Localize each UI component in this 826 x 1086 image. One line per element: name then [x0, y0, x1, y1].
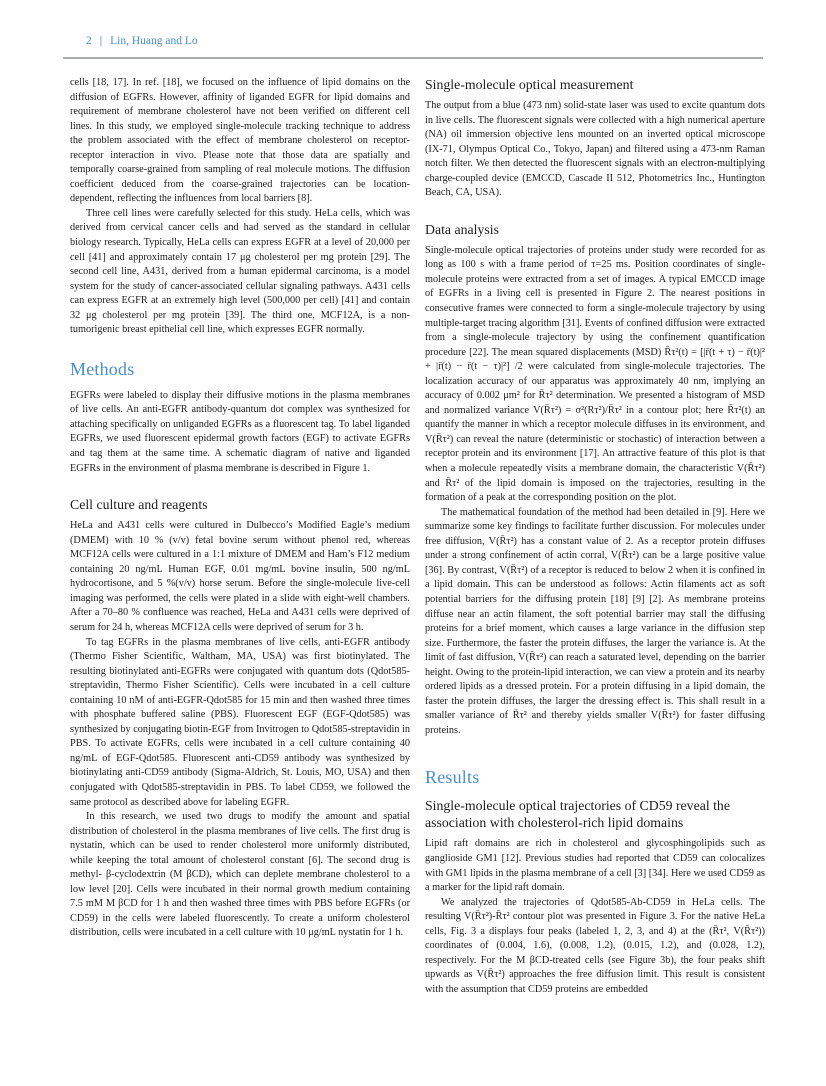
right-column — [425, 76, 765, 997]
header-rule — [63, 57, 763, 59]
paragraph: Single-molecule optical trajectories of proteins under study were recorded for as long as 100 s with a frame period of τ=25 ms. Position coordinates of single-molecule proteins were extracted from a set of images. A typical EMCCD image of EGFRs in a living cell is presented in Figure 2. The nearest positions in consecutive frames were connected to form a single-molecule trajectory by using multiple-target tracing algorithm [31]. Events of confined diffusion were extracted from a single-molecule trajectory by using the confinement quantification procedure [22]. The mean squared displacements (MSD) R̄τ²(t) = [|r̄(t + τ) − r̄(t)|² + |r̄(t) − r̄(t − τ)|²] /2 were calculated from single-molecule trajectories. The localization accuracy of our apparatus was approximately 40 nm, implying an accuracy of 0.002 μm² for R̄τ² determination. We presented a histogram of MSD and normalized variance V(R̄τ²) = σ²(Rτ²)/R̄τ² in a contour plot; here R̄τ²(t) an quantify the manner in which a receptor molecule diffuses in its environment, and V(R̄τ²) can reveal the nature (deterministic or stochastic) of interaction between a receptor protein and its environment [17]. An attractive feature of this plot is that when a molecule repeatedly visits a membrane domain, the characteristic V(R̄τ²) and R̄τ² of the lipid domain is imposed on the trajectories, resulting in the formation of a peak at the corresponding position on the plot. — [425, 244, 765, 504]
running-title: Lin, Huang and Lo — [110, 35, 198, 47]
paragraph: EGFRs were labeled to display their diffusive motions in the plasma membranes of live cells. An anti-EGFR antibody-quantum dot complex was synthesized for attaching specifically on unliganded EGFRs as a fluorescent tag. To label liganded EGFRs, we used fluorescent epidermal growth factors (EGF) to activate EGFRs and tag them at the same time. A schematic diagram of native and liganded EGFRs in the environment of plasma membrane is described in Figure 1. — [70, 389, 410, 474]
paragraph: cells [18, 17]. In ref. [18], we focused on the influence of lipid domains on the diffusion of EGFRs. However, affinity of liganded EGFR for lipid domains and requirement of membrane cholesterol have not been verified on different cell lines. In this study, we employed single-molecule tracking technique to address the problem associated with the effect of membrane cholesterol on receptor-receptor interaction in vivo. Please note that those data are spatially and temporally coarse-grained from sampling of real molecule motions. The diffusion coefficient deduced from the coarse-grained trajectories can be location-dependent, reflecting the influences from local barriers [8]. — [70, 77, 410, 205]
section-heading-results: Results — [425, 767, 480, 788]
left-column — [70, 76, 410, 997]
paragraph: To tag EGFRs in the plasma membranes of live cells, anti-EGFR antibody (Thermo Fisher Scientific, Waltham, MA, USA) was first biotinylated. The resulting biotinylated anti-EGFRs were conjugated with quantum dots (Qdot585-streptavidin, Thermo Fisher Scientific). Cells were incubated in a cell culture containing 10 nM of anti-EGFR-Qdot585 for 15 min and then washed three times with phosphate buffered saline (PBS). Fluorescent EGF (EGF-Qdot585) was synthesized by conjugating biotin-EGF from Invitrogen to Qdot585-streptavidin in PBS. To activate EGFRs, cells were incubated in a cell culture containing 40 ng/mL of EGF-Qdot585. Fluorescent anti-CD59 antibody was synthesized by biotinylating anti-CD59 antibody (Sigma-Aldrich, St. Louis, MO, USA) and then conjugated with Qdot585-streptavidin in PBS. To label CD59, we followed the same protocol as described above for labeling EGFR. — [70, 636, 410, 808]
paragraph: In this research, we used two drugs to modify the amount and spatial distribution of cholesterol in the plasma membranes of live cells. The first drug is nystatin, which can be used to render cholesterol more uniformly distributed, while keeping the total amount of cholesterol constant [6]. The second drug is methyl- β-cyclodextrin (M βCD), which can deplete membrane cholesterol to a low level [20]. Cells were incubated in their normal growth medium containing 7.5 mM M βCD for 1 h and then washed three times with PBS before EGFRs (or CD59) in the cells were labeled fluorescently. To create a uniform cholesterol distribution, cells were incubated in a cell culture with 10 μg/mL nystatin for 1 h. — [70, 811, 410, 939]
page-number: 2 — [86, 35, 92, 47]
page-header — [0, 0, 826, 48]
paragraph: Three cell lines were carefully selected for this study. HeLa cells, which was derived from cervical cancer cells and had served as the standard in cellular biology research. Typically, HeLa cells can express EGFR at a level of 20,000 per cell [41] and approximately contain 17 μg cholesterol per mg protein [29]. The second cell line, A431, derived from a human epidermal carcinoma, is a model system for the study of cancer-associated cellular signaling pathways. A431 cells can express EGFR at an extremely high level (500,000 per cell) [41] and contain 32 μg cholesterol per mg protein [39]. The third one, MCF12A, is a non-tumorigenic breast epithelial cell line, which expresses EGFR normally. — [70, 207, 410, 336]
section-heading-methods: Methods — [70, 358, 135, 379]
subsection-heading-data-analysis: Data analysis — [425, 221, 499, 237]
paragraph: Lipid raft domains are rich in cholesterol and glycosphingolipids such as ganglioside GM1 [12]. Previous studies had reported that CD59 can colocalizes with GM1 lipids in the plasma membrane of a cell [3] [34]. Here we used CD59 as a marker for the lipid raft domain. — [425, 838, 765, 894]
subsection-heading-cd59-trajectories: Single-molecule optical trajectories of CD59 reveal the association with cholesterol-rich lipid domains — [425, 798, 730, 831]
paragraph: We analyzed the trajectories of Qdot585-Ab-CD59 in HeLa cells. The resulting V(R̄τ²)-R̄τ² contour plot was presented in Figure 3. For the native HeLa cells, Fig. 3 a displays four peaks (labeled 1, 2, 3, and 4) at the (R̄τ², V(R̄τ²)) coordinates of (0.004, 1.6), (0.008, 1.2), (0.015, 1.2), and (0.028, 1.2), respectively. For the M βCD-treated cells (see Figure 3b), the four peaks shift upwards as V(R̄τ²) approaches the free diffusion limit. This result is consistent with the assumption that CD59 proteins are embedded — [425, 896, 765, 995]
paragraph: The output from a blue (473 nm) solid-state laser was used to excite quantum dots in live cells. The fluorescent signals were collected with a high numerical aperture (NA) oil immersion objective lens mounted on an inverted optical microscope (IX-71, Olympus Optical Co., Tokyo, Japan) and filtered using a 473-nm Raman notch filter. We then detected the fluorescent signals with an electron-multiplying charge-coupled device (EMCCD, Cascade II 512, Photometrics Inc., Huntington Beach, CA, USA). — [425, 100, 765, 199]
paragraph: The mathematical foundation of the method had been detailed in [9]. Here we summarize some key findings to facilitate further discussion. For molecules under free diffusion, V(R̄τ²) has a constant value of 2. As a receptor protein diffuses under a strong confinement of actin corral, V(R̄τ²) can be a large positive value [36]. By contrast, V(R̄τ²) of a receptor is reduced to below 2 when it is confined in a lipid domain. This can be understood as follows: Actin filaments act as soft potential barriers for the diffusing protein [18] [9] [2]. As membrane proteins diffuse near an actin filament, the soft potential barrier may stall the diffusing proteins for a brief moment, which causes a large variance in the diffusion step size. Furthermore, the faster the protein diffuses, the larger the variance is. At the limit of fast diffusion, V(R̄τ²) can reach a saturated level, depending on the barrier height. Owing to the protein-lipid interaction, we can view a protein and its nearby ordered lipids as a dressed protein. For a protein diffusing in a lipid domain, the faster the protein diffuses, the larger the dressing effect is. This shall result in a smaller variance of R̄τ² and thereby yields smaller V(R̄τ²) for faster diffusing proteins. — [425, 506, 765, 736]
subsection-heading-optical-measurement: Single-molecule optical measurement — [425, 77, 634, 92]
header-divider: | — [99, 33, 103, 47]
subsection-heading-cell-culture: Cell culture and reagents — [70, 497, 208, 513]
two-column-body — [70, 76, 826, 997]
paragraph: HeLa and A431 cells were cultured in Dulbecco’s Modified Eagle’s medium (DMEM) with 10 % (v/v) fetal bovine serum without phenol red, whereas MCF12A cells were cultured in a 1:1 mixture of DMEM and Ham’s F12 medium containing 20 ng/mL Human EGF, 0.01 mg/mL bovine insulin, 500 ng/mL hydrocortisone, and 5 %(v/v) horse serum. Before the single-molecule live-cell imaging was performed, the cells were plated in a slide with eight-well chambers. After a 70–80 % confluence was reached, HeLa and A431 cells were deprived of serum for 24 h, whereas MCF12A cells were deprived of serum for 3 h. — [70, 520, 410, 633]
